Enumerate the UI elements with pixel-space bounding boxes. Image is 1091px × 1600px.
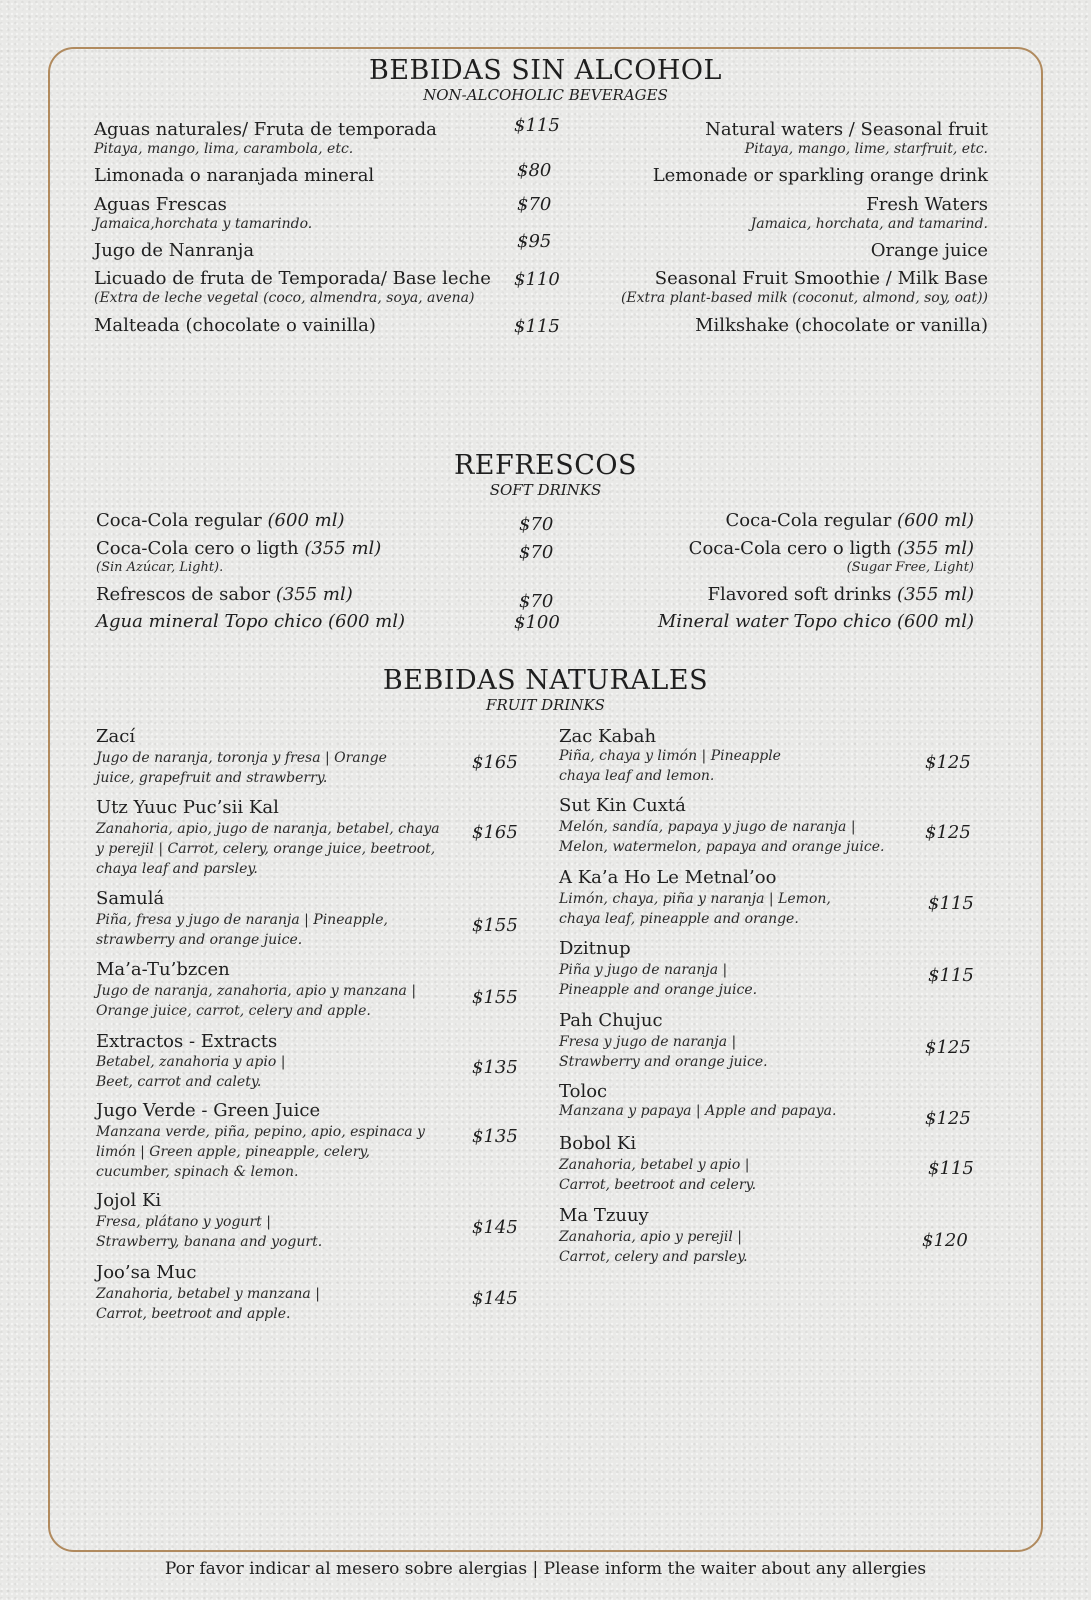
item-name: Toloc [559,1081,608,1102]
item-price: $70 [519,542,554,563]
item-price: $125 [925,822,971,843]
item-price: $115 [514,316,560,337]
item-name-es: Licuado de fruta de Temporada/ Base leche [94,268,491,289]
item-desc: Jugo de naranja, zanahoria, apio y manzana | Orange juice, carrot, celery and apple. [96,983,417,1019]
item-price: $115 [514,115,560,136]
item-name-en: Natural waters / Seasonal fruit [705,119,988,140]
item-name: Jojol Ki [96,1190,162,1211]
item-price: $125 [925,1108,971,1129]
item-name: A Ka’a Ho Le Metnal’oo [559,867,777,888]
item-price: $145 [472,1217,518,1238]
item-name-en: Seasonal Fruit Smoothie / Milk Base [654,268,988,289]
section-subtitle-fruit-drinks: FRUIT DRINKS [486,696,605,714]
item-desc: Manzana verde, piña, pepino, apio, espinaca y limón | Green apple, pineapple, celery, cucumber, spinach & lemon. [96,1124,425,1180]
item-name-es: Jugo de Nanranja [94,240,255,261]
item-name-es: Refrescos de sabor (355 ml) [96,584,353,605]
allergy-notice: Por favor indicar al mesero sobre alergias | Please inform the waiter about any allergies [164,1559,927,1579]
item-name-es: Coca-Cola cero o ligth (355 ml) [96,538,382,559]
item-price: $165 [472,752,518,773]
item-price: $100 [514,612,560,633]
item-name: Utz Yuuc Puc’sii Kal [96,797,279,818]
item-name-en: Orange juice [870,240,988,261]
item-name-es: Malteada (chocolate o vainilla) [94,315,376,336]
item-desc: Melón, sandía, papaya y jugo de naranja | Melon, watermelon, papaya and orange juice. [559,819,885,855]
item-price: $155 [472,987,518,1008]
item-price: $110 [514,269,560,290]
item-price: $165 [472,822,518,843]
item-desc: Zanahoria, betabel y manzana | Carrot, beetroot and apple. [96,1286,320,1322]
item-name: Pah Chujuc [559,1010,663,1031]
item-price: $70 [517,194,552,215]
item-name: Dzitnup [559,938,631,959]
item-name-es: Aguas naturales/ Fruta de temporada [94,119,437,140]
item-price: $70 [519,514,554,535]
item-name-es: Agua mineral Topo chico (600 ml) [96,611,405,632]
item-desc: Manzana y papaya | Apple and papaya. [559,1103,837,1119]
item-name: Jugo Verde - Green Juice [96,1100,321,1121]
item-name: Sut Kin Cuxtá [559,795,686,816]
item-price: $115 [928,1158,974,1179]
item-name: Zac Kabah [559,726,657,747]
item-desc: Fresa, plátano y yogurt | Strawberry, banana and yogurt. [96,1214,323,1250]
item-price: $125 [925,752,971,773]
item-desc: Piña, fresa y jugo de naranja | Pineapple, strawberry and orange juice. [96,912,388,948]
item-desc: Piña y jugo de naranja | Pineapple and orange juice. [559,962,758,998]
item-name: Ma’a-Tu’bzcen [96,959,230,980]
item-name: Zací [96,726,136,747]
item-desc: Limón, chaya, piña y naranja | Lemon, chaya leaf, pineapple and orange. [559,891,831,927]
item-price: $125 [925,1037,971,1058]
item-desc-es: Pitaya, mango, lima, carambola, etc. [94,141,354,157]
item-name-en: Coca-Cola cero o ligth (355 ml) [688,538,974,559]
item-price: $135 [472,1126,518,1147]
item-desc: Piña, chaya y limón | Pineapple chaya leaf and lemon. [559,748,781,784]
item-price: $145 [472,1288,518,1309]
item-name: Ma Tzuuy [559,1205,649,1226]
item-price: $70 [519,591,554,612]
item-price: $115 [928,893,974,914]
item-name-en: Milkshake (chocolate or vanilla) [695,315,988,336]
item-name-en: Mineral water Topo chico (600 ml) [657,611,974,632]
section-title-sin-alcohol: BEBIDAS SIN ALCOHOL [369,55,722,86]
item-price: $135 [472,1057,518,1078]
item-desc: Zanahoria, betabel y apio | Carrot, beetroot and celery. [559,1157,757,1193]
section-subtitle-non-alcoholic: NON-ALCOHOLIC BEVERAGES [423,86,668,104]
item-name: Extractos - Extracts [96,1031,278,1052]
item-price: $155 [472,915,518,936]
section-title-refrescos: REFRESCOS [453,450,638,481]
item-name: Samulá [96,888,165,909]
item-desc: Zanahoria, apio, jugo de naranja, betabel, chaya y perejil | Carrot, celery, orange juice, beetroot, chaya leaf and parsley. [96,821,440,877]
item-desc-es: Jamaica,horchata y tamarindo. [94,216,313,232]
item-desc: Jugo de naranja, toronja y fresa | Orange juice, grapefruit and strawberry. [96,750,387,786]
item-desc-es: (Extra de leche vegetal (coco, almendra, soya, avena) [94,290,475,306]
item-name-en: Lemonade or sparkling orange drink [652,165,988,186]
item-name: Bobol Ki [559,1133,637,1154]
item-desc-en: (Sugar Free, Light) [846,560,974,575]
section-subtitle-soft-drinks: SOFT DRINKS [489,481,602,499]
item-price: $120 [922,1230,968,1251]
item-desc-en: Pitaya, mango, lime, starfruit, etc. [744,141,988,157]
item-desc-en: (Extra plant-based milk (coconut, almond, soy, oat)) [620,290,988,306]
item-name-es: Aguas Frescas [94,194,227,215]
item-desc-es: (Sin Azúcar, Light). [96,560,224,575]
item-price: $95 [517,231,552,252]
item-name-en: Flavored soft drinks (355 ml) [707,584,974,605]
item-desc: Zanahoria, apio y perejil | Carrot, celery and parsley. [559,1229,748,1265]
item-name-es: Coca-Cola regular (600 ml) [96,510,345,531]
item-price: $115 [928,965,974,986]
item-name-en: Coca-Cola regular (600 ml) [725,510,974,531]
item-name-es: Limonada o naranjada mineral [94,165,375,186]
item-desc-en: Jamaica, horchata, and tamarind. [750,216,988,232]
item-name: Joo’sa Muc [96,1262,197,1283]
item-desc: Betabel, zanahoria y apio | Beet, carrot and calety. [96,1054,286,1090]
section-title-naturales: BEBIDAS NATURALES [382,665,709,696]
item-desc: Fresa y jugo de naranja | Strawberry and orange juice. [559,1034,768,1070]
item-price: $80 [517,160,552,181]
item-name-en: Fresh Waters [866,194,988,215]
